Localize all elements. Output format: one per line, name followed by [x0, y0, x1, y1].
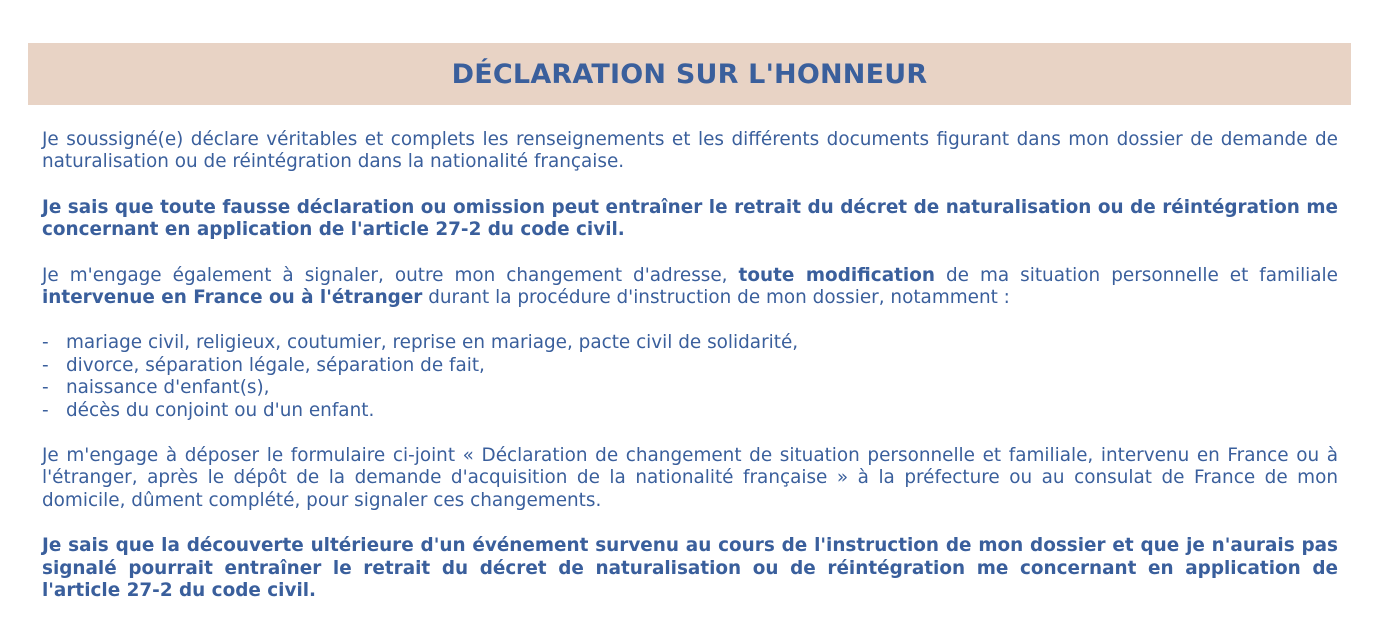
list-dash: -: [42, 332, 49, 354]
commitment-bold-1: toute modification: [738, 264, 935, 286]
commitment-bold-2: intervenue en France ou à l'étranger: [42, 287, 423, 309]
list-dash: -: [42, 354, 49, 376]
paragraph-commitment-signal: [42, 265, 1338, 310]
commitment-text-3: durant la procédure d'instruction de mon dossier, notamment :: [422, 287, 1010, 309]
commitment-text-1: Je m'engage également à signaler, outre mon changement d'adresse,: [42, 264, 739, 286]
list-item: [42, 400, 1338, 422]
list-item: [42, 355, 1338, 377]
list-item-text: mariage civil, religieux, coutumier, reprise en mariage, pacte civil de solidarité,: [66, 332, 799, 354]
list-item-text: naissance d'enfant(s),: [66, 377, 270, 399]
change-list: [42, 332, 1338, 422]
paragraph-later-discovery-warning: Je sais que la découverte ultérieure d'un événement survenu au cours de l'instruction de mon dossier et que je n'aurais pas signalé pourrait entraîner le retrait du décret de naturalisation ou de réintégration me concernant en application de l'article 27-2 du code civil.: [42, 535, 1338, 602]
paragraph-form-submission: Je m'engage à déposer le formulaire ci-joint « Déclaration de changement de situation personnelle et familiale, intervenu en France ou à l'étranger, après le dépôt de la demande d'acquisition de la nationalité française » à la préfecture ou au consulat de France de mon domicile, dûment complété, pour signaler ces changements.: [42, 445, 1338, 511]
paragraph-false-declaration-warning: Je sais que toute fausse déclaration ou omission peut entraîner le retrait du décret de naturalisation ou de réintégration me concernant en application de l'article 27-2 du code civil.: [42, 196, 1338, 241]
list-dash: -: [42, 399, 49, 421]
list-item-text: décès du conjoint ou d'un enfant.: [66, 399, 375, 421]
list-item-text: divorce, séparation légale, séparation de fait,: [66, 354, 485, 376]
commitment-text-2: de ma situation personnelle et familiale: [934, 264, 1338, 286]
list-item: [42, 332, 1338, 354]
page-title: DÉCLARATION SUR L'HONNEUR: [451, 58, 928, 90]
list-dash: -: [42, 377, 49, 399]
list-item: [42, 377, 1338, 399]
paragraph-declaration: Je soussigné(e) déclare véritables et complets les renseignements et les différents documents figurant dans mon dossier de demande de naturalisation ou de réintégration dans la nationalité française.: [42, 129, 1338, 173]
declaration-body: [42, 129, 1338, 626]
header-band: [28, 43, 1351, 105]
